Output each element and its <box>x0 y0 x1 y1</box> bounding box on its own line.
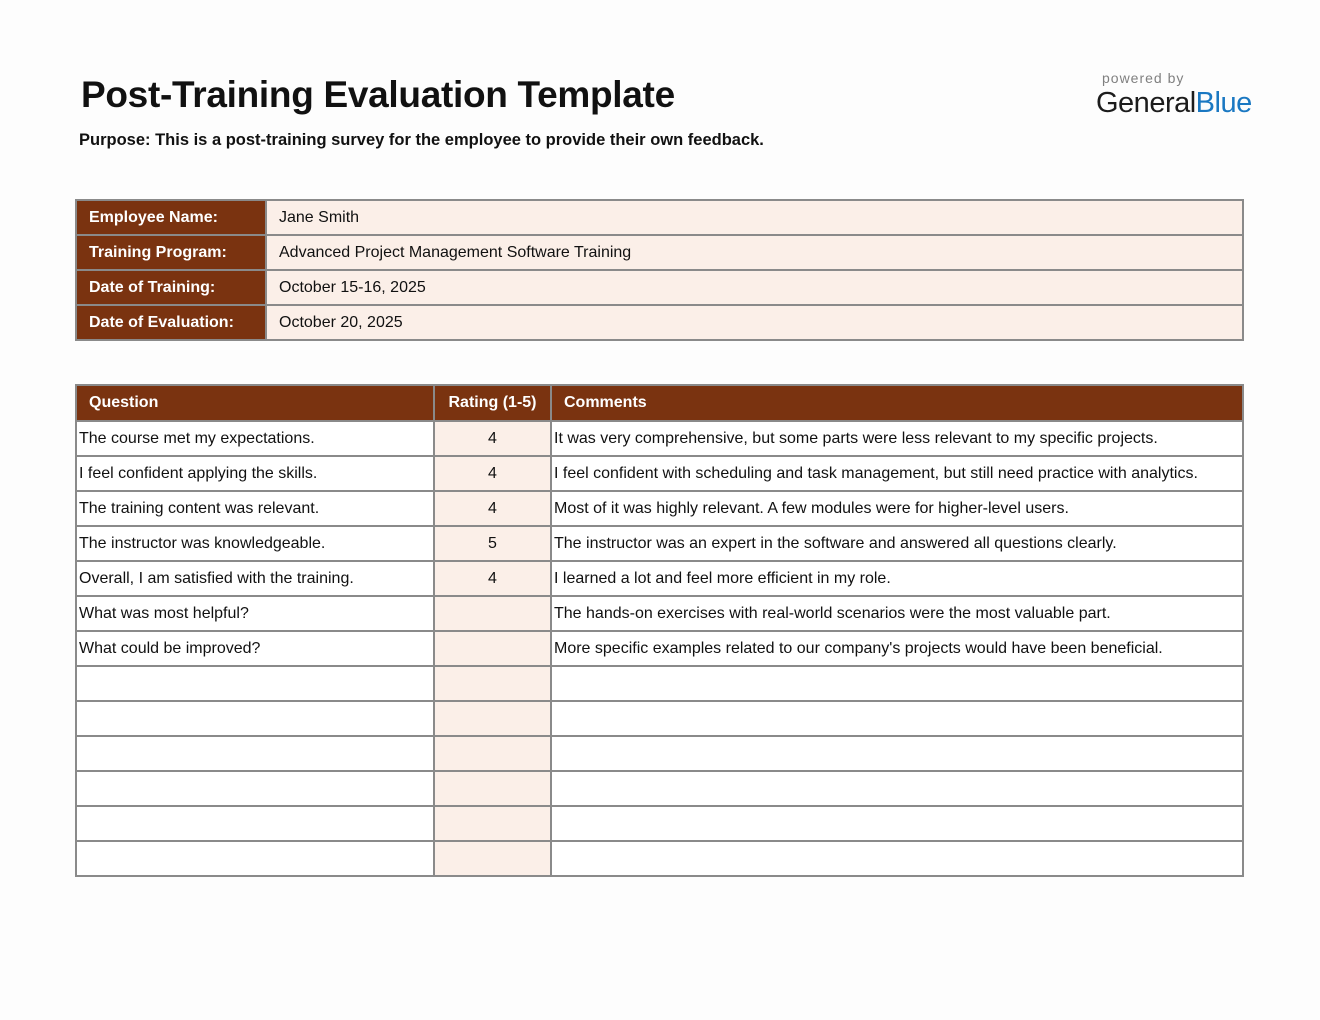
question-cell[interactable]: The instructor was knowledgeable. <box>76 526 434 561</box>
brand-general: General <box>1096 87 1196 119</box>
info-row <box>76 270 1243 305</box>
question-cell[interactable]: Overall, I am satisfied with the training. <box>76 561 434 596</box>
info-row <box>76 200 1243 235</box>
table-row <box>76 421 1243 456</box>
brand-blue: Blue <box>1195 87 1252 119</box>
comment-cell[interactable] <box>551 806 1243 841</box>
rating-cell[interactable]: 4 <box>434 456 551 491</box>
rating-cell[interactable] <box>434 841 551 876</box>
rating-cell[interactable]: 4 <box>434 421 551 456</box>
comment-cell[interactable]: Most of it was highly relevant. A few modules were for higher-level users. <box>551 491 1243 526</box>
rating-cell[interactable] <box>434 596 551 631</box>
comment-cell[interactable]: It was very comprehensive, but some parts were less relevant to my specific projects. <box>551 421 1243 456</box>
table-row <box>76 666 1243 701</box>
rating-cell[interactable] <box>434 666 551 701</box>
rating-cell[interactable] <box>434 806 551 841</box>
evaluation-table <box>75 384 1244 877</box>
info-row <box>76 305 1243 340</box>
table-row <box>76 526 1243 561</box>
table-row <box>76 491 1243 526</box>
question-header: Question <box>76 385 434 421</box>
info-label: Date of Evaluation: <box>76 305 266 340</box>
info-value-cell[interactable]: Jane Smith <box>266 200 1243 235</box>
comment-cell[interactable]: I feel confident with scheduling and task management, but still need practice with analytics. <box>551 456 1243 491</box>
rating-cell[interactable]: 5 <box>434 526 551 561</box>
question-cell[interactable]: The training content was relevant. <box>76 491 434 526</box>
question-cell[interactable] <box>76 806 434 841</box>
question-cell[interactable]: The course met my expectations. <box>76 421 434 456</box>
question-cell[interactable]: I feel confident applying the skills. <box>76 456 434 491</box>
table-row <box>76 771 1243 806</box>
comment-cell[interactable] <box>551 701 1243 736</box>
table-row <box>76 841 1243 876</box>
table-row <box>76 701 1243 736</box>
brand-wordmark <box>1096 86 1252 120</box>
comment-cell[interactable]: The hands-on exercises with real-world scenarios were the most valuable part. <box>551 596 1243 631</box>
rating-cell[interactable] <box>434 736 551 771</box>
employee-info-table <box>75 199 1244 341</box>
question-cell[interactable]: What was most helpful? <box>76 596 434 631</box>
rating-header: Rating (1-5) <box>434 385 551 421</box>
brand-logo[interactable] <box>1096 70 1252 120</box>
purpose-text: Purpose: This is a post-training survey for the employee to provide their own feedback. <box>79 131 764 149</box>
info-value-cell[interactable]: October 15-16, 2025 <box>266 270 1243 305</box>
table-row <box>76 596 1243 631</box>
question-cell[interactable] <box>76 701 434 736</box>
question-cell[interactable] <box>76 666 434 701</box>
comments-header: Comments <box>551 385 1243 421</box>
table-row <box>76 456 1243 491</box>
rating-cell[interactable] <box>434 701 551 736</box>
comment-cell[interactable] <box>551 771 1243 806</box>
rating-cell[interactable]: 4 <box>434 491 551 526</box>
info-label: Training Program: <box>76 235 266 270</box>
rating-cell[interactable]: 4 <box>434 561 551 596</box>
comment-cell[interactable] <box>551 841 1243 876</box>
evaluation-header-row <box>76 385 1243 421</box>
comment-cell[interactable] <box>551 666 1243 701</box>
info-row <box>76 235 1243 270</box>
table-row <box>76 631 1243 666</box>
comment-cell[interactable]: The instructor was an expert in the software and answered all questions clearly. <box>551 526 1243 561</box>
info-label: Employee Name: <box>76 200 266 235</box>
comment-cell[interactable] <box>551 736 1243 771</box>
rating-cell[interactable] <box>434 771 551 806</box>
question-cell[interactable] <box>76 736 434 771</box>
table-row <box>76 736 1243 771</box>
comment-cell[interactable]: I learned a lot and feel more efficient in my role. <box>551 561 1243 596</box>
question-cell[interactable]: What could be improved? <box>76 631 434 666</box>
info-label: Date of Training: <box>76 270 266 305</box>
rating-cell[interactable] <box>434 631 551 666</box>
brand-powered-by: powered by <box>1102 70 1185 86</box>
comment-cell[interactable]: More specific examples related to our company's projects would have been beneficial. <box>551 631 1243 666</box>
info-value-cell[interactable]: Advanced Project Management Software Training <box>266 235 1243 270</box>
page-title: Post-Training Evaluation Template <box>81 74 675 115</box>
info-value-cell[interactable]: October 20, 2025 <box>266 305 1243 340</box>
table-row <box>76 561 1243 596</box>
question-cell[interactable] <box>76 771 434 806</box>
table-row <box>76 806 1243 841</box>
question-cell[interactable] <box>76 841 434 876</box>
